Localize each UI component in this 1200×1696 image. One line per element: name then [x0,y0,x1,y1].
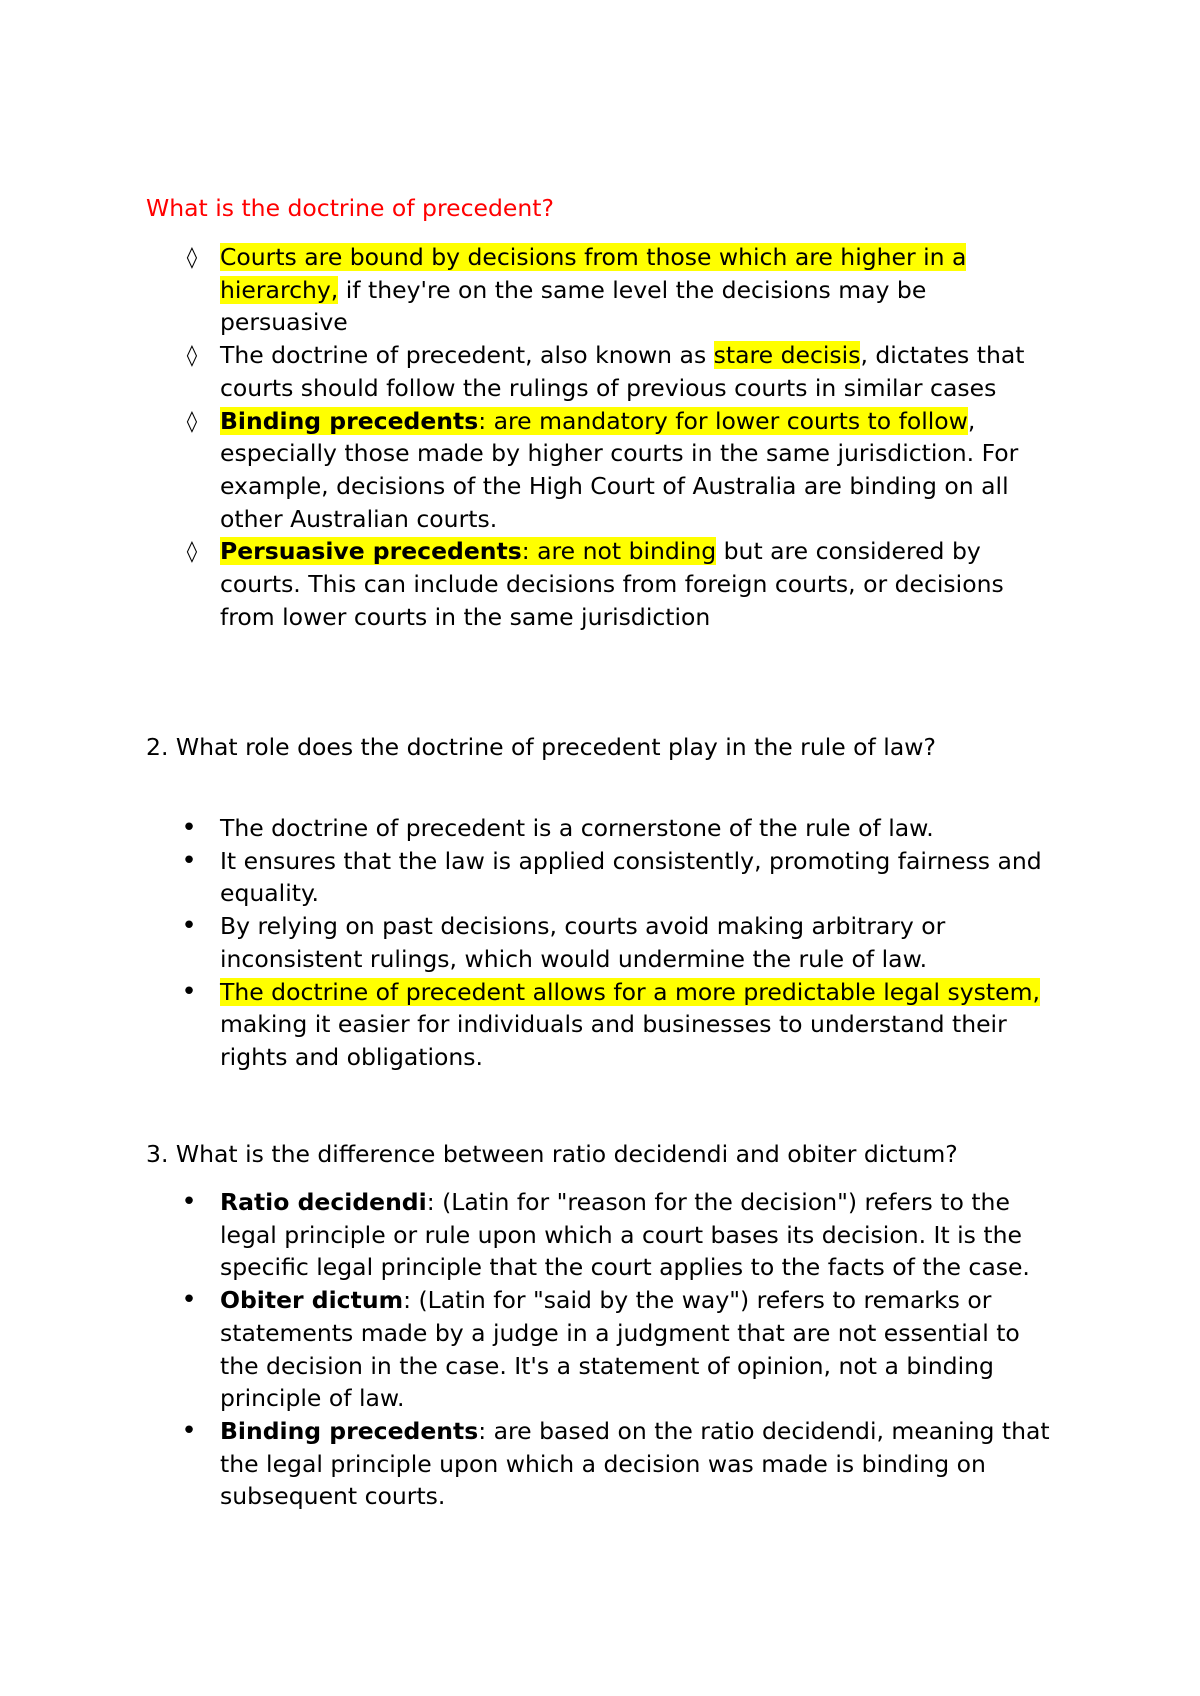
list-item [0,535,1050,633]
diamond-list [0,241,1200,633]
highlighted-text: stare decisis [713,341,861,370]
highlighted-text: Courts are bound by decisions from those which are higher in a hierarchy, [220,243,967,304]
bold-term: Binding precedents [220,406,479,435]
item-text: but are considered by courts. This can include decisions from foreign courts, or decisions from lower courts in the same jurisdiction [220,537,1004,631]
item-text: : are based on the ratio decidendi, meaning that the legal principle upon which a decision was made is binding on subsequent courts. [220,1416,1050,1511]
item-text: It ensures that the law is applied consistently, promoting fairness and equality. [220,846,1042,908]
list-item [0,1415,1050,1513]
diamond-bullet-icon: ◊ [186,343,198,368]
diamond-bullet-icon: ◊ [186,245,198,269]
bullet-icon: • [181,813,197,843]
list-item [0,241,1050,339]
item-text: , especially those made by higher courts in the same jurisdiction. For example, decisions of the High Court of Australia are binding on all other Australian courts. [220,406,1019,533]
bold-term: Obiter dictum [220,1286,404,1315]
bullet-icon: • [181,911,197,942]
diamond-bullet-icon: ◊ [186,408,198,433]
bullet-icon: • [181,845,197,876]
list-item [0,339,1050,404]
section-heading: What is the doctrine of precedent? [146,194,554,222]
item-text: The doctrine of precedent is a cornerstone of the rule of law. [220,814,934,842]
list-item [0,910,1050,975]
list-item [0,812,1050,845]
list-item [0,1186,1050,1284]
bullet-icon: • [181,1415,197,1446]
section-heading: 2. What role does the doctrine of precedent play in the rule of law? [146,733,936,761]
item-text: making it easier for individuals and businesses to understand their rights and obligations. [220,1010,1007,1071]
item-text: if they're on the same level the decisions may be persuasive [220,275,927,337]
bold-term: Persuasive precedents [220,537,522,566]
bullet-list [0,812,1200,1074]
bold-term: Binding precedents [220,1416,479,1445]
section-heading: 3. What is the difference between ratio decidendi and obiter dictum? [146,1140,958,1168]
highlighted-text: : are not binding [521,537,717,566]
item-text: : (Latin for "said by the way") refers to remarks or statements made by a judge in a judgment that are not essential to the decision in the case. It's a statement of opinion, not a binding principle of law. [220,1286,1020,1413]
bullet-list [0,1186,1200,1513]
bullet-icon: • [181,1285,197,1316]
item-text: : (Latin for "reason for the decision") refers to the legal principle or rule upon which a court bases its decision. It is the specific legal principle that the court applies to the facts of the case. [220,1188,1030,1282]
bullet-icon: • [181,976,197,1007]
list-item [0,405,1050,536]
item-text: By relying on past decisions, courts avoid making arbitrary or inconsistent rulings, which would undermine the rule of law. [220,912,946,973]
list-item [0,1284,1050,1415]
bullet-icon: • [181,1187,197,1217]
list-item [0,976,1050,1074]
list-item [0,845,1050,910]
bold-term: Ratio decidendi [220,1188,427,1216]
item-text: The doctrine of precedent, also known as [220,341,714,370]
item-text: , dictates that courts should follow the rulings of previous courts in similar cases [220,341,1025,402]
highlighted-text: : are mandatory for lower courts to follow [478,406,968,435]
highlighted-text: The doctrine of precedent allows for a more predictable legal system, [220,977,1040,1006]
diamond-bullet-icon: ◊ [186,539,198,564]
